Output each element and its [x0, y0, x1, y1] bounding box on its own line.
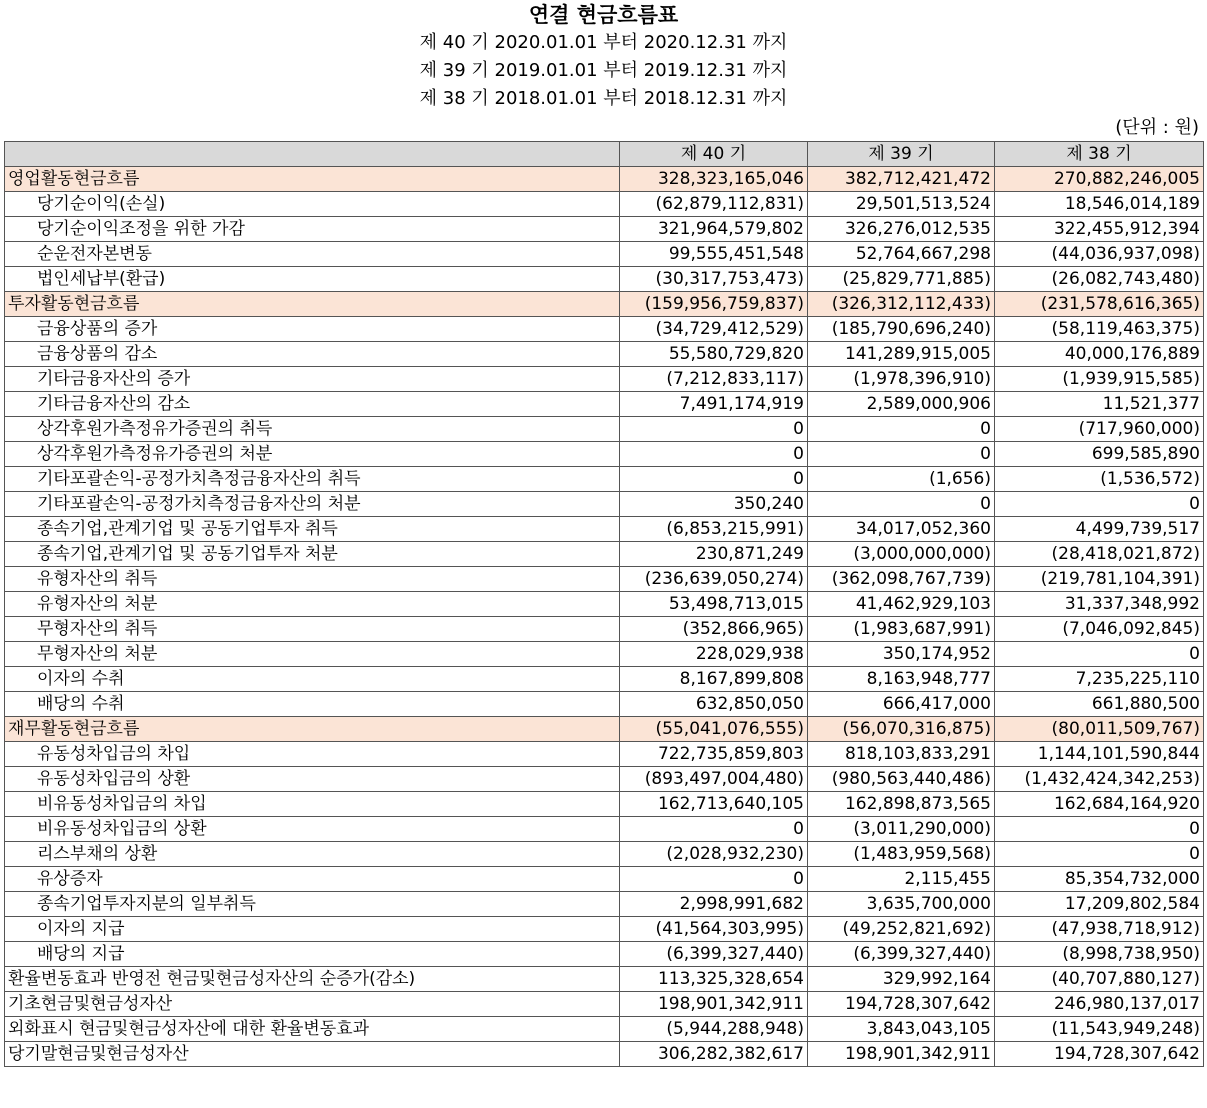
- row-label: 유동성차입금의 상환: [5, 767, 620, 792]
- row-value: 99,555,451,548: [620, 242, 808, 267]
- row-value: (80,011,509,767): [995, 717, 1204, 742]
- row-value: (62,879,112,831): [620, 192, 808, 217]
- row-value: 0: [620, 467, 808, 492]
- row-value: (219,781,104,391): [995, 567, 1204, 592]
- row-value: 326,276,012,535: [808, 217, 995, 242]
- table-row: [5, 917, 1204, 942]
- row-value: (159,956,759,837): [620, 292, 808, 317]
- row-value: 661,880,500: [995, 692, 1204, 717]
- row-value: (49,252,821,692): [808, 917, 995, 942]
- row-value: (1,939,915,585): [995, 367, 1204, 392]
- row-value: 0: [808, 492, 995, 517]
- row-label: 순운전자본변동: [5, 242, 620, 267]
- row-value: 2,998,991,682: [620, 892, 808, 917]
- row-value: 198,901,342,911: [620, 992, 808, 1017]
- row-value: (185,790,696,240): [808, 317, 995, 342]
- row-value: 162,684,164,920: [995, 792, 1204, 817]
- row-value: 2,115,455: [808, 867, 995, 892]
- table-row: [5, 967, 1204, 992]
- row-value: 194,728,307,642: [995, 1042, 1204, 1067]
- row-value: 0: [995, 642, 1204, 667]
- row-value: 162,898,873,565: [808, 792, 995, 817]
- row-label: 종속기업,관계기업 및 공동기업투자 처분: [5, 542, 620, 567]
- row-value: (8,998,738,950): [995, 942, 1204, 967]
- table-row: [5, 592, 1204, 617]
- table-row: [5, 542, 1204, 567]
- column-header-period-38: 제 38 기: [995, 142, 1204, 167]
- period-line-39: 제 39 기 2019.01.01 부터 2019.12.31 까지: [419, 60, 788, 81]
- table-row: [5, 492, 1204, 517]
- row-value: (1,536,572): [995, 467, 1204, 492]
- row-value: (352,866,965): [620, 617, 808, 642]
- row-label: 종속기업,관계기업 및 공동기업투자 취득: [5, 517, 620, 542]
- row-value: 198,901,342,911: [808, 1042, 995, 1067]
- table-row: [5, 1042, 1204, 1067]
- table-row: [5, 567, 1204, 592]
- row-value: 0: [808, 442, 995, 467]
- row-value: 2,589,000,906: [808, 392, 995, 417]
- row-value: (44,036,937,098): [995, 242, 1204, 267]
- table-header-row: [5, 142, 1204, 167]
- row-value: 7,235,225,110: [995, 667, 1204, 692]
- section-row: [5, 292, 1204, 317]
- row-value: (1,978,396,910): [808, 367, 995, 392]
- row-label: 유동성차입금의 차입: [5, 742, 620, 767]
- row-label: 법인세납부(환급): [5, 267, 620, 292]
- row-value: 34,017,052,360: [808, 517, 995, 542]
- table-row: [5, 817, 1204, 842]
- row-label: 재무활동현금흐름: [5, 717, 620, 742]
- row-value: 632,850,050: [620, 692, 808, 717]
- row-value: (41,564,303,995): [620, 917, 808, 942]
- row-value: (30,317,753,473): [620, 267, 808, 292]
- row-value: 31,337,348,992: [995, 592, 1204, 617]
- unit-label: (단위 : 원): [1115, 117, 1199, 138]
- row-value: 246,980,137,017: [995, 992, 1204, 1017]
- row-value: 321,964,579,802: [620, 217, 808, 242]
- row-value: (56,070,316,875): [808, 717, 995, 742]
- row-value: (7,212,833,117): [620, 367, 808, 392]
- row-label: 비유동성차입금의 상환: [5, 817, 620, 842]
- row-label: 투자활동현금흐름: [5, 292, 620, 317]
- row-value: (717,960,000): [995, 417, 1204, 442]
- row-value: 0: [808, 417, 995, 442]
- table-row: [5, 867, 1204, 892]
- row-value: (26,082,743,480): [995, 267, 1204, 292]
- row-label: 당기말현금및현금성자산: [5, 1042, 620, 1067]
- row-value: 0: [620, 867, 808, 892]
- row-value: 322,455,912,394: [995, 217, 1204, 242]
- row-value: 328,323,165,046: [620, 167, 808, 192]
- table-row: [5, 192, 1204, 217]
- row-label: 당기순이익조정을 위한 가감: [5, 217, 620, 242]
- row-value: 306,282,382,617: [620, 1042, 808, 1067]
- row-label: 이자의 지급: [5, 917, 620, 942]
- row-value: 666,417,000: [808, 692, 995, 717]
- row-value: 141,289,915,005: [808, 342, 995, 367]
- row-value: (11,543,949,248): [995, 1017, 1204, 1042]
- row-label: 비유동성차입금의 차입: [5, 792, 620, 817]
- table-row: [5, 342, 1204, 367]
- row-value: 722,735,859,803: [620, 742, 808, 767]
- row-value: (55,041,076,555): [620, 717, 808, 742]
- row-value: (5,944,288,948): [620, 1017, 808, 1042]
- row-value: 194,728,307,642: [808, 992, 995, 1017]
- table-row: [5, 842, 1204, 867]
- row-value: 3,635,700,000: [808, 892, 995, 917]
- row-value: (7,046,092,845): [995, 617, 1204, 642]
- row-value: 18,546,014,189: [995, 192, 1204, 217]
- row-label: 기타금융자산의 증가: [5, 367, 620, 392]
- row-value: 11,521,377: [995, 392, 1204, 417]
- section-row: [5, 167, 1204, 192]
- row-value: (58,119,463,375): [995, 317, 1204, 342]
- table-row: [5, 417, 1204, 442]
- column-header-period-39: 제 39 기: [808, 142, 995, 167]
- row-value: 4,499,739,517: [995, 517, 1204, 542]
- table-row: [5, 942, 1204, 967]
- row-value: 52,764,667,298: [808, 242, 995, 267]
- row-value: (893,497,004,480): [620, 767, 808, 792]
- row-value: 329,992,164: [808, 967, 995, 992]
- row-value: 0: [620, 442, 808, 467]
- table-row: [5, 242, 1204, 267]
- row-value: 85,354,732,000: [995, 867, 1204, 892]
- row-label: 종속기업투자지분의 일부취득: [5, 892, 620, 917]
- row-value: (980,563,440,486): [808, 767, 995, 792]
- row-value: 818,103,833,291: [808, 742, 995, 767]
- table-body: [5, 167, 1204, 1067]
- table-row: [5, 442, 1204, 467]
- table-row: [5, 667, 1204, 692]
- row-label: 환율변동효과 반영전 현금및현금성자산의 순증가(감소): [5, 967, 620, 992]
- row-label: 기초현금및현금성자산: [5, 992, 620, 1017]
- row-label: 상각후원가측정유가증권의 취득: [5, 417, 620, 442]
- column-header-period-40: 제 40 기: [620, 142, 808, 167]
- row-value: (6,853,215,991): [620, 517, 808, 542]
- table-row: [5, 742, 1204, 767]
- row-label: 유상증자: [5, 867, 620, 892]
- row-value: 699,585,890: [995, 442, 1204, 467]
- row-label: 금융상품의 감소: [5, 342, 620, 367]
- row-value: 162,713,640,105: [620, 792, 808, 817]
- row-value: 382,712,421,472: [808, 167, 995, 192]
- table-row: [5, 792, 1204, 817]
- row-value: 0: [620, 817, 808, 842]
- row-value: 53,498,713,015: [620, 592, 808, 617]
- row-value: (3,000,000,000): [808, 542, 995, 567]
- row-value: (2,028,932,230): [620, 842, 808, 867]
- table-row: [5, 692, 1204, 717]
- row-label: 기타포괄손익-공정가치측정금융자산의 처분: [5, 492, 620, 517]
- row-value: 55,580,729,820: [620, 342, 808, 367]
- table-row: [5, 992, 1204, 1017]
- row-value: (40,707,880,127): [995, 967, 1204, 992]
- row-label: 배당의 지급: [5, 942, 620, 967]
- row-value: 270,882,246,005: [995, 167, 1204, 192]
- table-row: [5, 217, 1204, 242]
- row-label: 유형자산의 처분: [5, 592, 620, 617]
- table-row: [5, 267, 1204, 292]
- row-value: (231,578,616,365): [995, 292, 1204, 317]
- row-value: (25,829,771,885): [808, 267, 995, 292]
- row-label: 당기순이익(손실): [5, 192, 620, 217]
- row-label: 기타금융자산의 감소: [5, 392, 620, 417]
- table-row: [5, 1017, 1204, 1042]
- table-row: [5, 642, 1204, 667]
- row-value: (236,639,050,274): [620, 567, 808, 592]
- row-value: 0: [995, 492, 1204, 517]
- table-row: [5, 617, 1204, 642]
- cash-flow-table: [4, 141, 1204, 1067]
- row-label: 금융상품의 증가: [5, 317, 620, 342]
- row-value: 350,174,952: [808, 642, 995, 667]
- row-value: 8,167,899,808: [620, 667, 808, 692]
- document-title: 연결 현금흐름표: [528, 3, 679, 27]
- table-row: [5, 367, 1204, 392]
- row-value: 0: [995, 842, 1204, 867]
- row-value: 1,144,101,590,844: [995, 742, 1204, 767]
- row-value: (1,983,687,991): [808, 617, 995, 642]
- row-value: 3,843,043,105: [808, 1017, 995, 1042]
- row-label: 무형자산의 처분: [5, 642, 620, 667]
- row-value: 29,501,513,524: [808, 192, 995, 217]
- row-value: (6,399,327,440): [620, 942, 808, 967]
- row-value: 0: [995, 817, 1204, 842]
- table-row: [5, 317, 1204, 342]
- row-value: (6,399,327,440): [808, 942, 995, 967]
- row-value: 40,000,176,889: [995, 342, 1204, 367]
- row-value: 228,029,938: [620, 642, 808, 667]
- table-row: [5, 467, 1204, 492]
- table-row: [5, 392, 1204, 417]
- table-row: [5, 517, 1204, 542]
- row-label: 배당의 수취: [5, 692, 620, 717]
- row-value: (1,432,424,342,253): [995, 767, 1204, 792]
- period-line-40: 제 40 기 2020.01.01 부터 2020.12.31 까지: [419, 32, 788, 53]
- row-value: (34,729,412,529): [620, 317, 808, 342]
- column-header-label: [5, 142, 620, 167]
- row-value: 350,240: [620, 492, 808, 517]
- row-value: (1,656): [808, 467, 995, 492]
- row-value: 230,871,249: [620, 542, 808, 567]
- row-label: 영업활동현금흐름: [5, 167, 620, 192]
- row-label: 기타포괄손익-공정가치측정금융자산의 취득: [5, 467, 620, 492]
- row-label: 외화표시 현금및현금성자산에 대한 환율변동효과: [5, 1017, 620, 1042]
- table-row: [5, 767, 1204, 792]
- row-label: 이자의 수취: [5, 667, 620, 692]
- row-value: (1,483,959,568): [808, 842, 995, 867]
- row-value: (3,011,290,000): [808, 817, 995, 842]
- row-label: 무형자산의 취득: [5, 617, 620, 642]
- row-value: (47,938,718,912): [995, 917, 1204, 942]
- row-value: 113,325,328,654: [620, 967, 808, 992]
- table-row: [5, 892, 1204, 917]
- row-value: (28,418,021,872): [995, 542, 1204, 567]
- row-label: 상각후원가측정유가증권의 처분: [5, 442, 620, 467]
- row-value: 8,163,948,777: [808, 667, 995, 692]
- row-label: 리스부채의 상환: [5, 842, 620, 867]
- row-value: 17,209,802,584: [995, 892, 1204, 917]
- row-label: 유형자산의 취득: [5, 567, 620, 592]
- row-value: 7,491,174,919: [620, 392, 808, 417]
- section-row: [5, 717, 1204, 742]
- row-value: (362,098,767,739): [808, 567, 995, 592]
- row-value: 41,462,929,103: [808, 592, 995, 617]
- period-line-38: 제 38 기 2018.01.01 부터 2018.12.31 까지: [419, 88, 788, 109]
- row-value: 0: [620, 417, 808, 442]
- row-value: (326,312,112,433): [808, 292, 995, 317]
